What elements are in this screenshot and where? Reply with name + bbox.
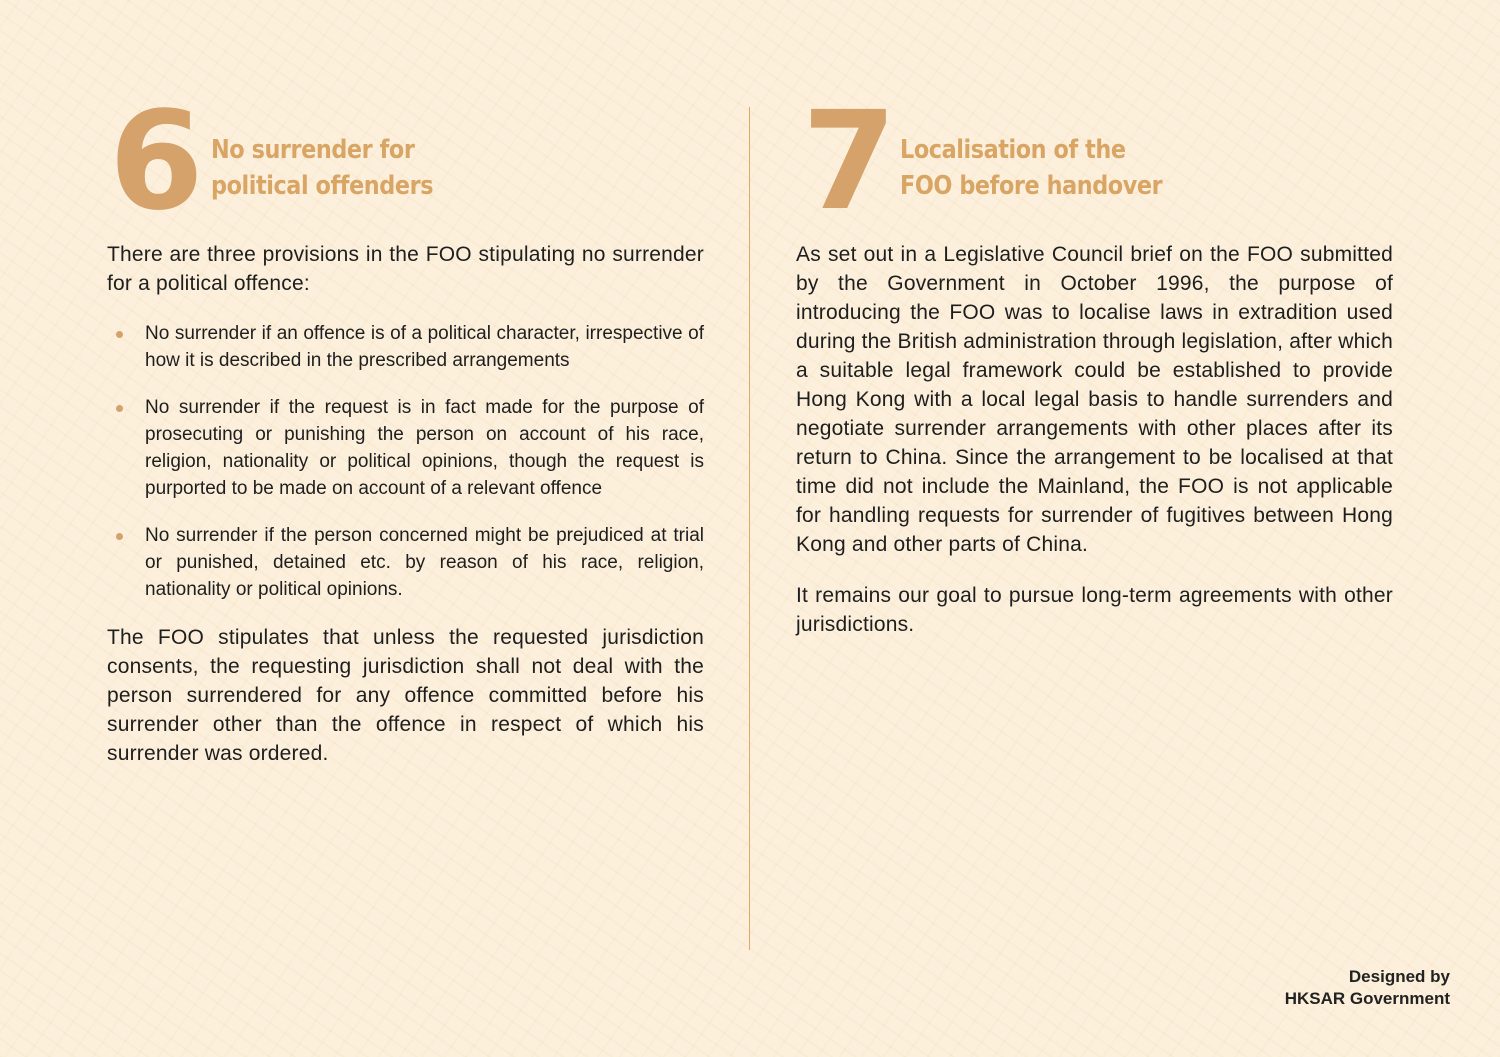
closing-paragraph: The FOO stipulates that unless the requested jurisdiction consents, the requesting jurisdiction shall not deal with the person surrendered for any offence committed before his surrender other than the offence in respect of which his surrender was ordered. — [107, 626, 704, 765]
credit-line: HKSAR Government — [1284, 989, 1450, 1008]
section-title-line: political offenders — [211, 171, 434, 201]
bullet-icon — [116, 533, 123, 540]
body-paragraph: As set out in a Legislative Council brief on the FOO submitted by the Government in October 1996, the purpose of introducing the FOO was to localise laws in extradition used during the British administration through legislation, after which a suitable legal framework could be established to provide Hong Kong with a local legal basis to handle surrenders and negotiate surrender arrangements with other places after its return to China. Since the arrangement to be localised at that time did not include the Mainland, the FOO is not applicable for handling requests for surrender of fugitives between Hong Kong and other parts of China. — [796, 243, 1393, 556]
provisions-list — [107, 320, 704, 603]
designer-credit — [1285, 966, 1450, 1010]
list-item-text: No surrender if the request is in fact made for the purpose of prosecuting or punishing the person on account of his race, religion, nationality or political opinions, though the request is purported to be made on account of a relevant offence — [145, 397, 704, 499]
list-item-text: No surrender if an offence is of a political character, irrespective of how it is described in the prescribed arrangements — [145, 323, 704, 371]
bullet-icon — [116, 405, 123, 412]
section-title — [900, 132, 1162, 204]
bullet-icon — [116, 331, 123, 338]
list-item — [145, 394, 704, 502]
section-title-line: Localisation of the — [900, 135, 1126, 165]
section-title-line: No surrender for — [211, 135, 415, 165]
section-6 — [107, 83, 704, 790]
credit-line: Designed by — [1348, 967, 1450, 986]
section-title — [211, 132, 433, 204]
body-paragraph: It remains our goal to pursue long-term agreements with other jurisdictions. — [796, 584, 1393, 636]
list-item — [145, 522, 704, 603]
section-title-line: FOO before handover — [900, 171, 1163, 201]
section-6-heading — [107, 83, 704, 241]
section-number: 7 — [802, 83, 891, 241]
section-7-heading — [796, 83, 1393, 241]
section-7 — [796, 83, 1393, 661]
column-divider — [749, 107, 750, 950]
list-item — [145, 320, 704, 374]
section-number: 6 — [109, 83, 198, 241]
intro-paragraph: There are three provisions in the FOO stipulating no surrender for a political offence: — [107, 243, 704, 295]
list-item-text: No surrender if the person concerned might be prejudiced at trial or punished, detained etc. by reason of his race, religion, nationality or political opinions. — [145, 525, 704, 600]
